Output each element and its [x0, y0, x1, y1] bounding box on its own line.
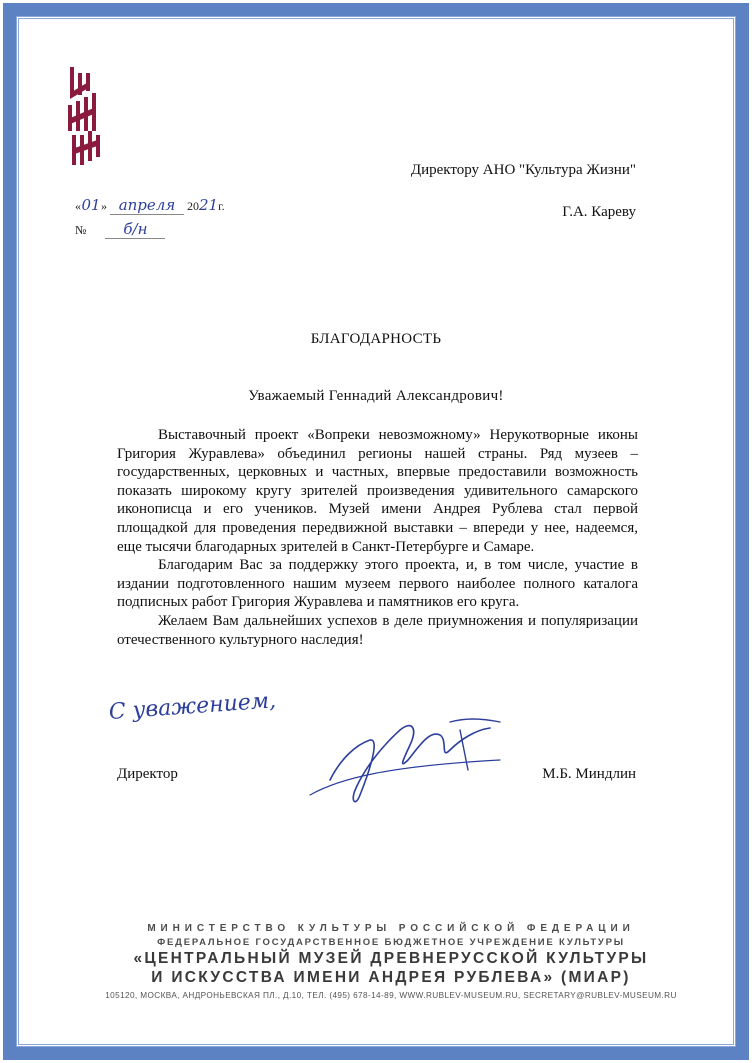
letter-body [117, 426, 638, 649]
footer-museum-name-1: «ЦЕНТРАЛЬНЫЙ МУЗЕЙ ДРЕВНЕРУССКОЙ КУЛЬТУРЫ [133, 950, 649, 967]
date-year-unit: г. [218, 199, 225, 213]
letter-title: БЛАГОДАРНОСТЬ [310, 331, 442, 347]
director-signature [300, 700, 520, 820]
date-quote-open: « [75, 199, 81, 213]
footer-contacts: 105120, МОСКВА, АНДРОНЬЕВСКАЯ ПЛ., Д.10, ТЕЛ. (495) 678-14-89, WWW.RUBLEV-MUSEUM.RU, SECRETARY@RUBLEV-MUSEUM.RU [105, 991, 677, 1000]
footer-museum-name-2: И ИСКУССТВА ИМЕНИ АНДРЕЯ РУБЛЕВА» (МИАР) [151, 969, 631, 986]
outgoing-number [75, 220, 165, 239]
body-paragraph-1: Выставочный проект «Вопреки невозможному» Нерукотворные иконы Григория Журавлева» объединил регионы нашей страны. Ряд музеев – государственных, церковных и частных, впервые предоставили возможность показать широкому кругу зрителей произведения удивительного самарского иконописца и его учеников. Музей имени Андрея Рублева стал первой площадкой для проведения передвижной выставки – впереди у нее, надеемся, еще тысячи благодарных зрителей в Санкт-Петербурге и Самаре. [117, 427, 638, 555]
letter-greeting: Уважаемый Геннадий Александрович! [248, 388, 504, 404]
signer-title: Директор [117, 766, 178, 782]
date-year-suffix: 21 [199, 196, 219, 214]
museum-logo [66, 65, 118, 167]
date-day: 01 [81, 196, 101, 214]
date-quote-close: » [101, 199, 107, 213]
body-paragraph-3: Желаем Вам дальнейших успехов в деле приумножения и популяризации отечественного культурного наследия! [117, 612, 638, 648]
footer-ministry: МИНИСТЕРСТВО КУЛЬТУРЫ РОССИЙСКОЙ ФЕДЕРАЦИИ [147, 923, 635, 934]
outgoing-date [75, 196, 225, 215]
date-year-prefix: 20 [187, 199, 199, 213]
body-paragraph-2: Благодарим Вас за поддержку этого проекта, и, в том числе, участие в издании подготовленного нашим музеем первого наиболее полного каталога подписных работ Григория Журавлева и памятников его круга. [117, 557, 638, 611]
recipient-line2: Г.А. Кареву [562, 204, 636, 220]
signer-name: М.Б. Миндлин [542, 766, 636, 782]
date-month: апреля [110, 196, 184, 215]
number-label: № [75, 223, 87, 237]
recipient-line1: Директору АНО "Культура Жизни" [410, 162, 636, 178]
handwritten-closing: С уважением, [108, 688, 277, 725]
footer-institution-type: ФЕДЕРАЛЬНОЕ ГОСУДАРСТВЕННОЕ БЮДЖЕТНОЕ УЧРЕЖДЕНИЕ КУЛЬТУРЫ [157, 937, 625, 948]
number-value: б/н [105, 220, 165, 239]
